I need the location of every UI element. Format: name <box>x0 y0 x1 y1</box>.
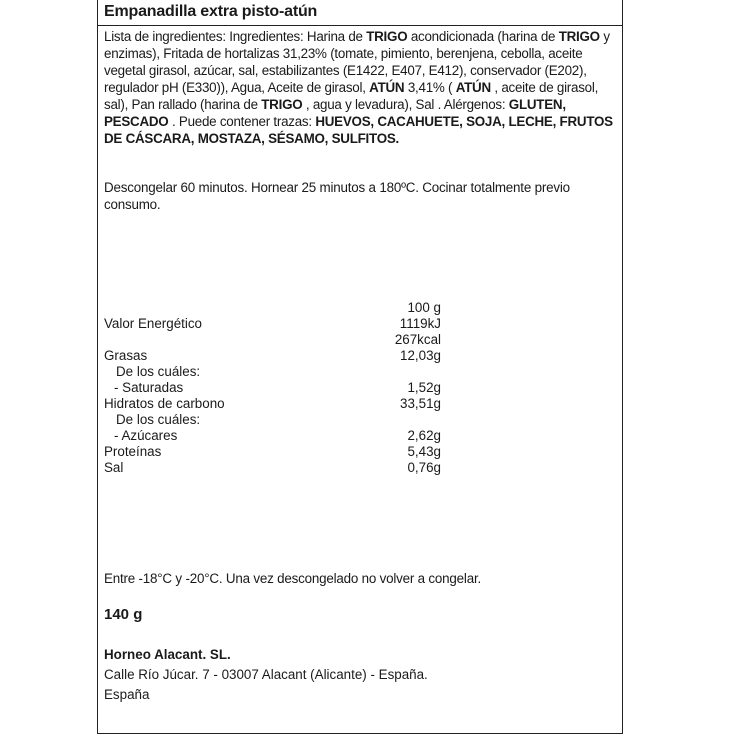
nutrient-value: 267kcal <box>394 332 441 347</box>
nutrition-row <box>104 364 504 380</box>
ingredient-text: . Puede contener trazas: <box>168 114 316 129</box>
title-divider <box>97 25 623 26</box>
company-country: España <box>104 687 150 702</box>
allergen-text: GLUTEN, PESCADO <box>104 97 566 129</box>
storage-instructions: Entre -18°C y -20°C. Una vez descongelado no volver a congelar. <box>104 571 481 586</box>
nutrition-row <box>104 396 504 412</box>
nutrient-value: 5,43g <box>407 444 441 459</box>
company-name: Horneo Alacant. SL. <box>104 647 231 662</box>
nutrition-row <box>104 428 504 444</box>
preparation-instructions: Descongelar 60 minutos. Hornear 25 minutos a 180ºC. Cocinar totalmente previo consumo. <box>104 180 570 212</box>
nutrient-label: Grasas <box>104 348 148 363</box>
ingredient-text: Lista de ingredientes: Ingredientes: Harina de <box>104 29 367 44</box>
nutrient-value: 12,03g <box>400 348 441 363</box>
nutrition-header: 100 g <box>407 300 441 315</box>
nutrient-label: De los cuáles: <box>116 364 201 379</box>
nutrient-value: 1,52g <box>407 380 441 395</box>
nutrient-label: Valor Energético <box>104 316 203 331</box>
allergen-text: TRIGO <box>261 97 303 112</box>
nutrition-row <box>104 380 504 396</box>
nutrition-row <box>104 444 504 460</box>
ingredient-text: , aceite de girasol, sal), Pan rallado (harina de <box>104 80 599 112</box>
nutrition-row <box>104 348 504 364</box>
allergen-text: TRIGO <box>558 29 600 44</box>
allergen-text: ATÚN <box>369 80 405 95</box>
nutrition-row <box>104 332 504 348</box>
ingredient-text: y enzimas), Fritada de hortalizas 31,23% (tomate, pimiento, berenjena, cebolla, aceite vegetal girasol, azúcar, sal, estabilizantes (E1422, E407, E412), conservador (E202), regulador pH (E330)), Agua, Aceite de girasol, <box>104 29 610 95</box>
nutrient-value: 1119kJ <box>399 316 441 331</box>
ingredients-list <box>104 28 619 147</box>
company-info <box>104 645 428 705</box>
nutrient-label: Hidratos de carbono <box>104 396 225 411</box>
nutrient-label: - Azúcares <box>114 428 178 443</box>
nutrition-row <box>104 316 504 332</box>
product-title: Empanadilla extra pisto-atún <box>104 3 318 20</box>
nutrition-row <box>104 412 504 428</box>
company-address: Calle Río Júcar. 7 - 03007 Alacant (Alicante) - España. <box>104 667 428 682</box>
net-weight: 140 g <box>104 606 143 623</box>
ingredient-text: 3,41% ( <box>404 80 456 95</box>
nutrition-header-row <box>104 300 504 316</box>
nutrient-value: 0,76g <box>407 460 441 475</box>
nutrient-value: 33,51g <box>400 396 441 411</box>
allergen-text: TRIGO <box>366 29 408 44</box>
ingredient-text: acondicionada (harina de <box>407 29 559 44</box>
nutrient-label: - Saturadas <box>114 380 184 395</box>
nutrient-label: De los cuáles: <box>116 412 201 427</box>
allergen-text: HUEVOS, CACAHUETE, SOJA, LECHE, FRUTOS DE CÁSCARA, MOSTAZA, SÉSAMO, SULFITOS. <box>104 114 613 146</box>
nutrient-label: Sal <box>104 460 124 475</box>
nutrient-value: 2,62g <box>407 428 441 443</box>
nutrition-row <box>104 460 504 476</box>
nutrient-label: Proteínas <box>104 444 162 459</box>
allergen-text: ATÚN <box>455 80 491 95</box>
nutrition-table <box>104 300 504 476</box>
ingredient-text: , agua y levadura), Sal . Alérgenos: <box>302 97 509 112</box>
